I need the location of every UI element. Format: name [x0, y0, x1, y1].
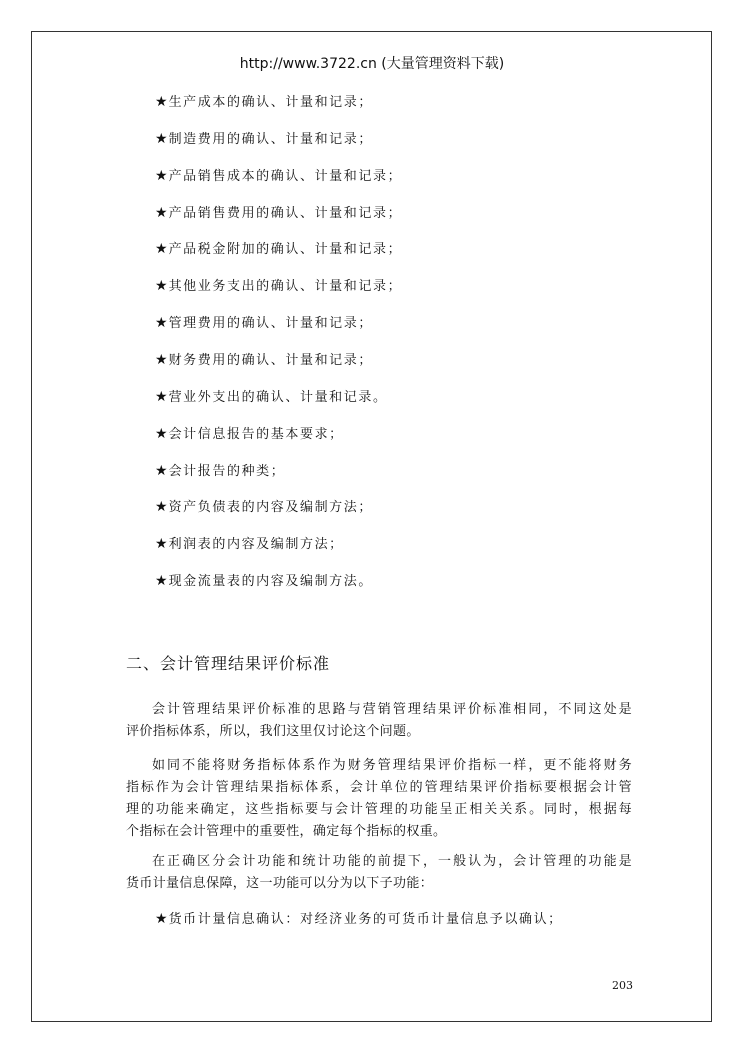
- list-item: ★管理费用的确认、计量和记录；: [155, 315, 373, 331]
- list-item: ★其他业务支出的确认、计量和记录；: [155, 278, 403, 294]
- list-item: ★现金流量表的内容及编制方法。: [155, 573, 373, 589]
- list-item: ★会计报告的种类；: [155, 463, 286, 479]
- paragraph-2: 如同不能将财务指标体系作为财务管理结果评价指标一样，更不能将财务 指标作为会计管理结果指标体系，会计单位的管理结果评价指标要根据会计管 理的功能来确定，这些指标要与会计管理的功能呈正相关关系。同时，根据每 个指标在会计管理中的重要性，确定每个指标的权重。: [126, 758, 632, 839]
- list-item: ★财务费用的确认、计量和记录；: [155, 352, 373, 368]
- star-icon: ★: [155, 463, 168, 479]
- star-icon: ★: [155, 205, 168, 221]
- list-item: ★制造费用的确认、计量和记录；: [155, 131, 373, 147]
- paragraph-3: 在正确区分会计功能和统计功能的前提下，一般认为，会计管理的功能是 货币计量信息保障，这一功能可以分为以下子功能：: [126, 854, 632, 891]
- star-icon: ★: [155, 911, 168, 927]
- page-number: 203: [612, 979, 633, 992]
- list-item: ★利润表的内容及编制方法；: [155, 536, 344, 552]
- list-item-bottom: ★货币计量信息确认：对经济业务的可货币计量信息予以确认；: [155, 911, 563, 927]
- paragraph-1: 会计管理结果评价标准的思路与营销管理结果评价标准相同，不同这处是 评价指标体系，所以，我们这里仅讨论这个问题。: [126, 702, 632, 739]
- list-item: ★产品销售费用的确认、计量和记录；: [155, 205, 403, 221]
- star-icon: ★: [155, 241, 168, 257]
- star-icon: ★: [155, 573, 168, 589]
- star-icon: ★: [155, 499, 168, 515]
- section-heading: 二、会计管理结果评价标准: [126, 654, 331, 673]
- star-icon: ★: [155, 168, 168, 184]
- list-item: ★生产成本的确认、计量和记录；: [155, 94, 373, 110]
- star-icon: ★: [155, 352, 168, 368]
- list-item: ★产品销售成本的确认、计量和记录；: [155, 168, 403, 184]
- star-icon: ★: [155, 389, 168, 405]
- star-icon: ★: [155, 426, 168, 442]
- list-item: ★会计信息报告的基本要求；: [155, 426, 344, 442]
- list-item: ★资产负债表的内容及编制方法；: [155, 499, 373, 515]
- list-item: ★营业外支出的确认、计量和记录。: [155, 389, 388, 405]
- star-icon: ★: [155, 278, 168, 294]
- list-item: ★产品税金附加的确认、计量和记录；: [155, 241, 403, 257]
- star-icon: ★: [155, 536, 168, 552]
- star-icon: ★: [155, 315, 168, 331]
- star-icon: ★: [155, 94, 168, 110]
- star-icon: ★: [155, 131, 168, 147]
- header-url[interactable]: http://www.3722.cn (大量管理资料下载): [239, 56, 505, 72]
